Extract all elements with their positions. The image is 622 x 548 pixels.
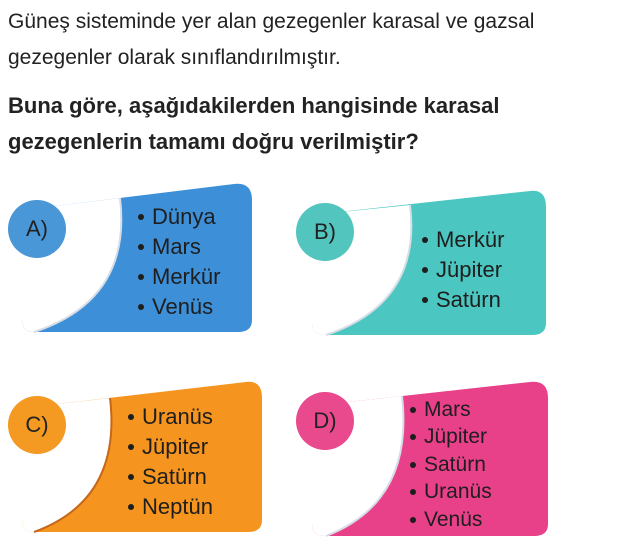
option-b-item <box>422 285 504 315</box>
bullet-icon <box>410 489 416 495</box>
option-a-card[interactable] <box>0 180 260 340</box>
option-c-item <box>128 462 213 492</box>
option-b-item <box>422 255 504 285</box>
question-text: Buna göre, aşağıdakilerden hangisinde karasal gezegenlerin tamamı doğru verilmiştir? <box>8 93 500 154</box>
option-c-item <box>128 492 213 522</box>
option-c-letter: C) <box>25 412 49 437</box>
option-d-item <box>410 396 492 424</box>
option-d-item <box>410 479 492 507</box>
option-d-card[interactable] <box>290 376 560 541</box>
bullet-icon <box>138 274 144 280</box>
option-b-item-label: Merkür <box>436 227 505 252</box>
bullet-icon <box>422 237 428 243</box>
option-a-item <box>138 292 220 322</box>
option-d-item-label: Satürn <box>424 452 486 476</box>
option-c-item-label: Jüpiter <box>142 434 209 459</box>
option-d-letter: D) <box>313 408 337 433</box>
option-a-list <box>138 202 220 322</box>
option-d-item-label: Uranüs <box>424 480 492 504</box>
bullet-icon <box>128 504 134 510</box>
option-c-item-label: Uranüs <box>142 404 213 429</box>
option-c-list <box>128 402 213 522</box>
bullet-icon <box>138 304 144 310</box>
option-d-item <box>410 424 492 452</box>
option-c-item <box>128 432 213 462</box>
option-a-item-label: Mars <box>152 234 201 259</box>
bullet-icon <box>422 297 428 303</box>
option-d-item <box>410 451 492 479</box>
option-a-badge <box>8 200 66 258</box>
bullet-icon <box>410 407 416 413</box>
option-b-card[interactable] <box>290 185 550 345</box>
intro-text: Güneş sisteminde yer alan gezegenler karasal ve gazsal gezegenler olarak sınıflandırılmıştır. <box>8 10 535 69</box>
option-d-item-label: Jüpiter <box>424 425 488 449</box>
option-d-item <box>410 506 492 534</box>
option-a-item-label: Merkür <box>152 264 221 289</box>
option-a-item-label: Dünya <box>152 204 216 229</box>
option-c-badge <box>8 396 66 454</box>
option-a-item <box>138 202 220 232</box>
option-a-item-label: Venüs <box>152 294 214 319</box>
bullet-icon <box>128 444 134 450</box>
option-d-item-label: Mars <box>424 397 471 421</box>
bullet-icon <box>128 414 134 420</box>
option-c-item-label: Satürn <box>142 464 207 489</box>
option-c-item <box>128 402 213 432</box>
option-b-item-label: Satürn <box>436 287 501 312</box>
bullet-icon <box>410 462 416 468</box>
option-b-letter: B) <box>314 219 336 244</box>
option-a-letter: A) <box>26 216 48 241</box>
bullet-icon <box>138 244 144 250</box>
option-c-card[interactable] <box>0 378 270 538</box>
option-b-item-label: Jüpiter <box>436 257 503 282</box>
option-d-item-label: Venüs <box>424 507 483 531</box>
option-c-item-label: Neptün <box>142 494 213 519</box>
bullet-icon <box>422 267 428 273</box>
option-d-list <box>410 396 492 534</box>
option-b-badge <box>296 203 354 261</box>
option-a-item <box>138 262 220 292</box>
bullet-icon <box>410 517 416 523</box>
bullet-icon <box>138 214 144 220</box>
bullet-icon <box>410 434 416 440</box>
option-d-badge <box>296 392 354 450</box>
bullet-icon <box>128 474 134 480</box>
option-b-item <box>422 225 504 255</box>
option-b-list <box>422 225 504 315</box>
option-a-item <box>138 232 220 262</box>
